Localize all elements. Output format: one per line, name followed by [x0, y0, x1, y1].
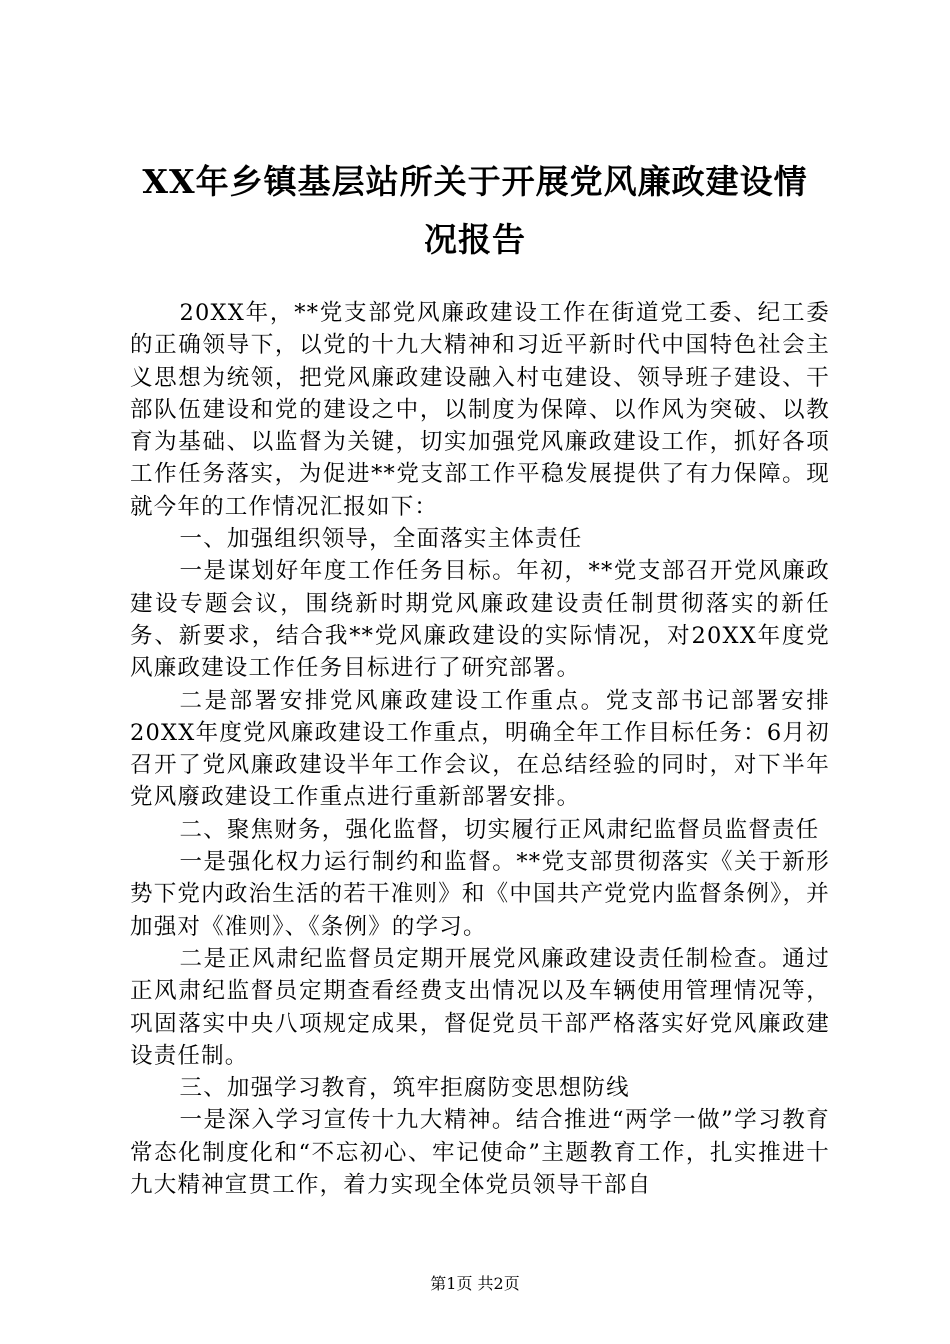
body-paragraph: 二是部署安排党风廉政建设工作重点。党支部书记部署安排20XX年度党风廉政建设工作重点，明确全年工作目标任务：6月初召开了党风廉政建设半年工作会议，在总结经验的同时，对下半年党风廢政建设工作重点进行重新部署安排。 [130, 687, 830, 811]
body-paragraph: 20XX年，**党支部党风廉政建设工作在街道党工委、纪工委的正确领导下，以党的十九大精神和习近平新时代中国特色社会主义思想为统领，把党风廉政建设融入村屯建设、领导班子建设、干部队伍建设和党的建设之中，以制度为保障、以作风为突破、以教育为基础、以监督为关键，切实加强党风廉政建设工作，抓好各项工作任务落实，为促进**党支部工作平稳发展提供了有力保障。现就今年的工作情况汇报如下： [130, 300, 830, 520]
section-heading: 二、聚焦财务，强化监督，切实履行正风肃纪监督员监督责任 [179, 816, 820, 843]
section-heading: 三、加强学习教育，筑牢拒腐防变思想防线 [179, 1075, 630, 1102]
body-paragraph: 二是正风肃纪监督员定期开展党风廉政建设责任制检查。通过正风肃纪监督员定期查看经费支出情况以及车辆使用管理情况等，巩固落实中央八项规定成果，督促党员干部严格落实好党风廉政建设责任制。 [130, 945, 830, 1069]
document-body [130, 297, 830, 1201]
page-footer: 第1页 共2页 [430, 1274, 520, 1293]
body-paragraph: 一是强化权力运行制约和监督。**党支部贯彻落实《关于新形势下党内政治生活的若干准则》和《中国共产党党内监督条例》，并加强对《准则》、《条例》的学习。 [130, 849, 830, 940]
document-title-line2: 况报告 [424, 220, 526, 259]
section-heading: 一、加强组织领导，全面落实主体责任 [179, 526, 583, 553]
body-paragraph: 一是深入学习宣传十九大精神。结合推进“两学一做”学习教育常态化制度化和“不忘初心、牢记使命”主题教育工作，扎实推进十九大精神宣贯工作，着力实现全体党员领导干部自 [130, 1107, 830, 1199]
body-paragraph: 一是谋划好年度工作任务目标。年初，**党支部召开党风廉政建设专题会议，围绕新时期党风廉政建设责任制贯彻落实的新任务、新要求，结合我**党风廉政建设的实际情况，对20XX年度党风廉政建设工作任务目标进行了研究部署。 [130, 558, 830, 682]
document-title-line1: XX年乡镇基层站所关于开展党风廉政建设情 [142, 162, 808, 201]
